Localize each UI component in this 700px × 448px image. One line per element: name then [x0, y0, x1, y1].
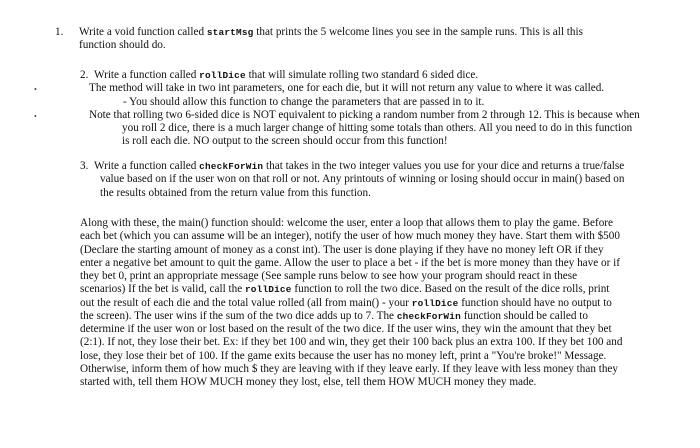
text-segment: Along with these, the main() function should: welcome the user, enter a loop that allows them to play the game. Before each bet (which you can assume will be an integer), notify the user of how much money they have. Start them with $500 (Declare the starting amount of money as a const int). The user is done playing if they have no money left OR if they enter a negative bet amount to quit the game. Allow the user to place a bet - if the bet is more money than they have or if they bet 0, print an appropriate message (See sample runs below to see how your program should react in these scenarios) If the bet is valid, call the [80, 217, 620, 296]
text-segment: function to roll the two dice. Based on the result of the dice rolls, print out the result of each die and the total value rolled (all from main() - your [80, 283, 610, 309]
code-checkforwin: checkForWin [396, 310, 461, 322]
text-segment: that prints the 5 welcome lines you see in the sample runs. This is all this function should do. [79, 26, 583, 52]
code-startmsg: startMsg [206, 27, 254, 38]
text-segment: function should be called to determine if the user won or lost based on the result of the two dice. If the user wins, they win the amount that they bet (2:1). If not, they lose their bet. Ex: if they bet 100 and win, they get their 100 back plus an extra 100. If they bet 100 and lose, they lose their bet of 100. If the game exits because the user has no money left, print a "You're broke!" Message. Otherwise, inform them of how much $ they are leaving with if they leave early. If they leave with less money than they started with, tell them HOW MUCH money they lost, else, tell them HOW MUCH money they made. [80, 309, 623, 388]
list-item-1 [55, 26, 615, 53]
item-number: 3. [80, 160, 89, 172]
margin-bullet-2: • [34, 112, 37, 121]
item-line: The method will take in two int parameters, one for each die, but it will not return any value to where it was called. [89, 82, 605, 95]
main-paragraph [80, 217, 625, 389]
text-segment: that takes in the two integer values you use for your dice and returns a true/false value based on if the user won on that roll or not. Any printouts of winning or losing should occur in main() based on the results obtained from the return value from this function. [100, 160, 625, 199]
item-subline: - You should allow this function to change the parameters that are passed in to it. [123, 95, 485, 108]
code-rolldice: rollDice [411, 297, 459, 309]
text-segment: Write a function called [93, 69, 200, 81]
text-segment: Write a function called [93, 160, 200, 172]
item-text [80, 160, 640, 200]
code-checkforwin: checkForWin [199, 161, 264, 172]
code-rolldice: rollDice [244, 284, 292, 296]
text-segment: function should have no output to the screen). The user wins if the sum of the two dice adds up to 7. The [80, 296, 612, 322]
margin-bullet-1: • [34, 85, 37, 94]
item-note: Note that rolling two 6-sided dice is NOT equivalent to picking a random number from 2 through 12. This is because when you roll 2 dice, there is a much larger change of hitting some totals than others. All you need to do in this function is roll each die. NO output to the screen should occur from this function! [89, 108, 640, 148]
code-rolldice: rollDice [199, 70, 246, 81]
text-segment: that will simulate rolling two standard 6 sided dice. [245, 69, 479, 81]
text-segment: Write a void function called [79, 26, 207, 38]
item-heading [80, 69, 640, 82]
list-item-3 [80, 160, 640, 200]
list-item-2 [80, 69, 640, 149]
item-number: 1. [55, 26, 64, 38]
item-number: 2. [80, 69, 89, 81]
item-text [79, 26, 615, 53]
